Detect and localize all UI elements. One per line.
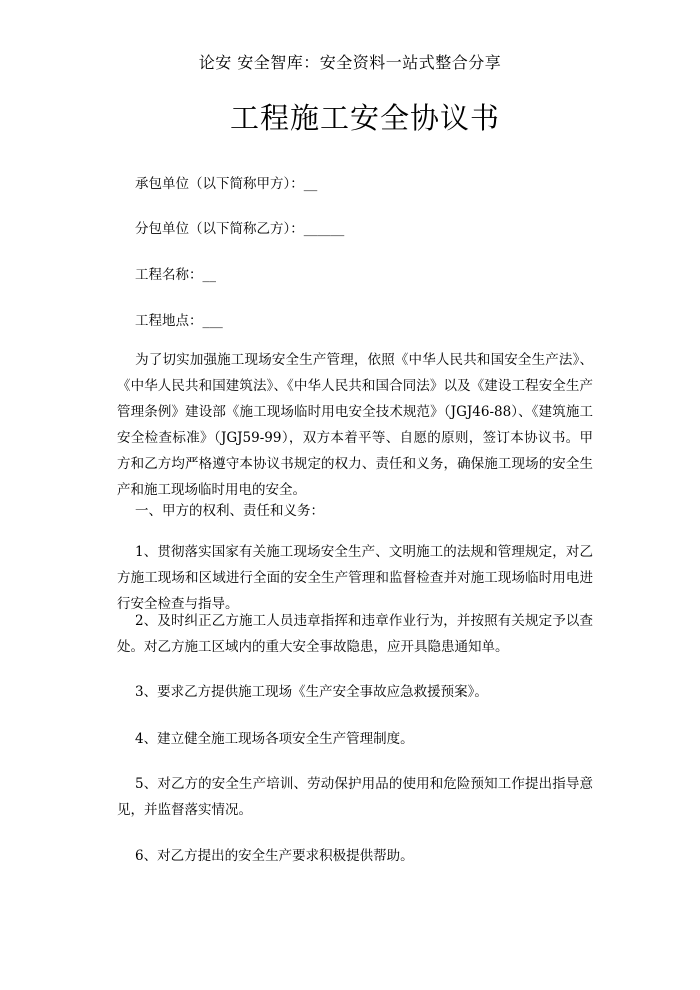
list-item (117, 608, 593, 660)
field-project-location: 工程地点：___ (135, 313, 223, 329)
intro-paragraph (117, 347, 593, 503)
list-item (117, 771, 593, 823)
field-contractor: 承包单位（以下简称甲方）：__ (135, 176, 318, 192)
list-item-text: 4、建立健全施工现场各项安全生产管理制度。 (135, 731, 414, 747)
field-project-name: 工程名称：__ (135, 267, 216, 283)
list-item (117, 726, 593, 752)
list-item-text: 3、要求乙方提供施工现场《生产安全事故应急救援预案》。 (135, 684, 488, 700)
intro-text: 为了切实加强施工现场安全生产管理，依照《中华人民共和国安全生产法》、《中华人民共和国建筑法》、《中华人民共和国合同法》以及《建设工程安全生产管理条例》建设部《施工现场临时用电安全技术规范》（JGJ46-88）、《建筑施工安全检查标准》（JGJ59-99），双方本着平等、自愿的原则，签订本协议书。甲方和乙方均严格遵守本协议书规定的权力、责任和义务，确保施工现场的安全生产和施工现场临时用电的安全。 (117, 352, 593, 498)
field-subcontractor: 分包单位（以下简称乙方）：______ (135, 221, 345, 237)
section-heading: 一、甲方的权利、责任和义务： (135, 503, 324, 519)
list-item-text: 6、对乙方提出的安全生产要求积极提供帮助。 (135, 848, 414, 864)
list-item-text: 1、贯彻落实国家有关施工现场安全生产、文明施工的法规和管理规定，对乙方施工现场和区域进行全面的安全生产管理和监督检查并对施工现场临时用电进行安全检查与指导。 (117, 544, 593, 612)
list-item (117, 539, 593, 617)
list-item-text: 5、对乙方的安全生产培训、劳动保护用品的使用和危险预知工作提出指导意见，并监督落实情况。 (117, 776, 593, 818)
list-item (117, 679, 593, 705)
list-item (117, 843, 593, 869)
list-item-text: 2、及时纠正乙方施工人员违章指挥和违章作业行为，并按照有关规定予以查处。对乙方施工区域内的重大安全事故隐患，应开具隐患通知单。 (117, 613, 593, 655)
page-header: 论安 安全智库：安全资料一站式整合分享 (198, 53, 502, 72)
document-title: 工程施工安全协议书 (229, 101, 500, 135)
